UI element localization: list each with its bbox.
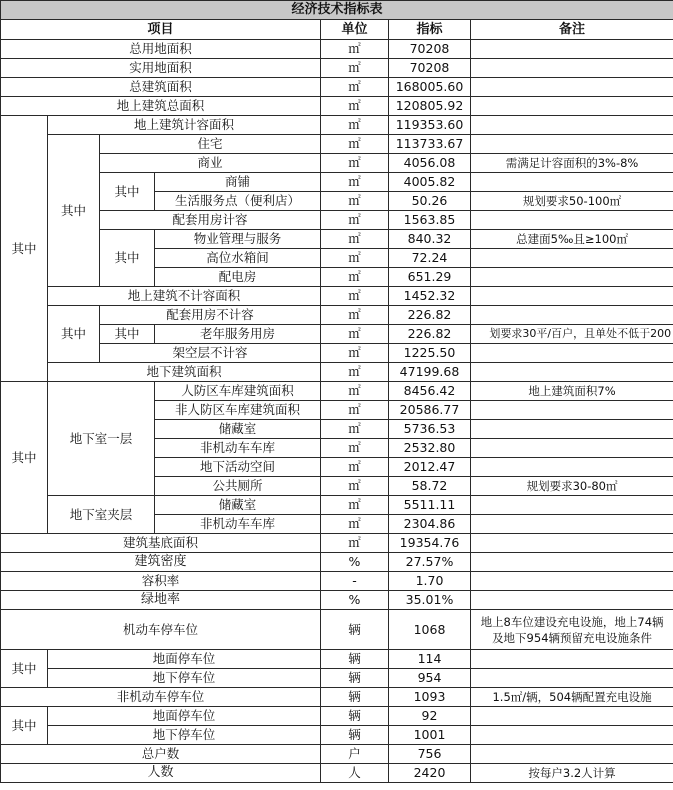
row-unit: 户 (321, 745, 389, 764)
row-note (471, 211, 673, 230)
table-row (1, 135, 673, 154)
table-row (1, 496, 673, 515)
row-name: 高位水箱间 (155, 249, 321, 268)
basement-mezz-label: 地下室夹层 (48, 496, 155, 534)
row-value: 226.82 (389, 325, 471, 344)
row-name: 容积率 (1, 572, 321, 591)
row-value: 70208 (389, 40, 471, 59)
basement1-label: 地下室一层 (48, 382, 155, 496)
row-note (471, 78, 673, 97)
row-note (471, 745, 673, 764)
row-value: 5736.53 (389, 420, 471, 439)
row-note (471, 363, 673, 382)
row-name: 生活服务点（便利店） (155, 192, 321, 211)
row-unit: ㎡ (321, 211, 389, 230)
row-unit: ㎡ (321, 344, 389, 363)
row-value: 2532.80 (389, 439, 471, 458)
table-row (1, 287, 673, 306)
row-name: 老年服务用房 (155, 325, 321, 344)
table-row (1, 363, 673, 382)
row-value: 27.57% (389, 553, 471, 572)
row-unit: ㎡ (321, 458, 389, 477)
group-label-nonmotor: 其中 (1, 707, 48, 745)
row-note (471, 458, 673, 477)
row-value: 1225.50 (389, 344, 471, 363)
subgroup-label-commercial: 其中 (100, 173, 155, 211)
table-row (1, 325, 673, 344)
row-name: 总户数 (1, 745, 321, 764)
row-value: 119353.60 (389, 116, 471, 135)
row-name: 架空层不计容 (100, 344, 321, 363)
row-note (471, 287, 673, 306)
table-row (1, 382, 673, 401)
row-note (471, 515, 673, 534)
row-value: 19354.76 (389, 534, 471, 553)
row-name: 配电房 (155, 268, 321, 287)
row-value: 58.72 (389, 477, 471, 496)
row-name: 非机动车车库 (155, 439, 321, 458)
row-name: 地下活动空间 (155, 458, 321, 477)
row-name: 配套用房计容 (100, 211, 321, 230)
row-name: 地上建筑总面积 (1, 97, 321, 116)
row-value: 226.82 (389, 306, 471, 325)
header-item: 项目 (1, 20, 321, 40)
row-unit: ㎡ (321, 496, 389, 515)
row-note (471, 669, 673, 688)
row-note (471, 59, 673, 78)
row-note (471, 97, 673, 116)
table-row (1, 669, 673, 688)
row-unit: ㎡ (321, 534, 389, 553)
row-unit: 辆 (321, 650, 389, 669)
row-value: 1563.85 (389, 211, 471, 230)
row-note (471, 306, 673, 325)
table-row (1, 726, 673, 745)
row-note (471, 173, 673, 192)
header-note: 备注 (471, 20, 673, 40)
row-note (471, 249, 673, 268)
row-name: 地下建筑面积 (48, 363, 321, 382)
row-value: 72.24 (389, 249, 471, 268)
note-line: 及地下954辆预留充电设施条件 (492, 630, 653, 645)
table-row (1, 764, 673, 783)
row-unit: ㎡ (321, 154, 389, 173)
row-unit: % (321, 553, 389, 572)
row-unit: 辆 (321, 726, 389, 745)
row-name: 物业管理与服务 (155, 230, 321, 249)
table-row (1, 610, 673, 650)
row-value: 651.29 (389, 268, 471, 287)
row-note: 规划要求30-80㎡ (471, 477, 673, 496)
note-line: 地上8车位建设充电设施，地上74辆 (480, 614, 664, 629)
row-value: 2420 (389, 764, 471, 783)
row-name: 地上建筑不计容面积 (48, 287, 321, 306)
row-unit: ㎡ (321, 382, 389, 401)
row-name: 地上建筑计容面积 (48, 116, 321, 135)
row-value: 50.26 (389, 192, 471, 211)
table-row (1, 306, 673, 325)
table-title: 经济技术指标表 (1, 1, 673, 20)
group-label-motor: 其中 (1, 650, 48, 688)
row-note (471, 268, 673, 287)
row-name: 商业 (100, 154, 321, 173)
row-unit: ㎡ (321, 401, 389, 420)
row-note: 规划要求50-100㎡ (471, 192, 673, 211)
row-name: 地下停车位 (48, 726, 321, 745)
subgroup-label-counted: 其中 (48, 135, 100, 287)
row-unit: ㎡ (321, 268, 389, 287)
row-name: 总用地面积 (1, 40, 321, 59)
row-value: 120805.92 (389, 97, 471, 116)
row-name: 商铺 (155, 173, 321, 192)
row-unit: ㎡ (321, 325, 389, 344)
row-name: 总建筑面积 (1, 78, 321, 97)
row-value: 4056.08 (389, 154, 471, 173)
row-unit: % (321, 591, 389, 610)
row-unit: ㎡ (321, 306, 389, 325)
row-note (471, 401, 673, 420)
row-note (471, 135, 673, 154)
row-name: 住宅 (100, 135, 321, 154)
subgroup-label-elderly: 其中 (100, 325, 155, 344)
table-row (1, 59, 673, 78)
row-note (471, 572, 673, 591)
row-unit: ㎡ (321, 173, 389, 192)
row-unit: ㎡ (321, 287, 389, 306)
row-unit: ㎡ (321, 97, 389, 116)
row-note (471, 726, 673, 745)
table-row (1, 116, 673, 135)
table-row (1, 344, 673, 363)
row-value: 4005.82 (389, 173, 471, 192)
header-unit: 单位 (321, 20, 389, 40)
row-note (471, 420, 673, 439)
row-note: 按每户3.2人计算 (471, 764, 673, 783)
row-value: 20586.77 (389, 401, 471, 420)
row-value: 35.01% (389, 591, 471, 610)
table-row (1, 553, 673, 572)
row-value: 1001 (389, 726, 471, 745)
row-unit: ㎡ (321, 40, 389, 59)
row-unit: ㎡ (321, 78, 389, 97)
header-value: 指标 (389, 20, 471, 40)
row-name: 地面停车位 (48, 707, 321, 726)
row-name: 人数 (1, 764, 321, 783)
row-note (471, 40, 673, 59)
table-row (1, 591, 673, 610)
row-unit: ㎡ (321, 59, 389, 78)
row-name: 绿地率 (1, 591, 321, 610)
row-note: 1.5㎡/辆，504辆配置充电设施 (471, 688, 673, 707)
row-name: 非人防区车库建筑面积 (155, 401, 321, 420)
row-unit: ㎡ (321, 135, 389, 154)
table-row (1, 97, 673, 116)
row-name: 建筑基底面积 (1, 534, 321, 553)
row-unit: ㎡ (321, 420, 389, 439)
row-value: 70208 (389, 59, 471, 78)
row-value: 756 (389, 745, 471, 764)
row-unit: ㎡ (321, 249, 389, 268)
row-unit: 辆 (321, 688, 389, 707)
table-row (1, 650, 673, 669)
table-row (1, 707, 673, 726)
row-name: 非机动车停车位 (1, 688, 321, 707)
row-value: 1068 (389, 610, 471, 650)
table-row (1, 40, 673, 59)
row-value: 954 (389, 669, 471, 688)
row-unit: ㎡ (321, 439, 389, 458)
row-unit: - (321, 572, 389, 591)
table-row (1, 230, 673, 249)
row-value: 92 (389, 707, 471, 726)
table-row (1, 572, 673, 591)
table-row (1, 154, 673, 173)
row-unit: 辆 (321, 669, 389, 688)
title-row (1, 1, 673, 20)
table-row (1, 534, 673, 553)
row-name: 建筑密度 (1, 553, 321, 572)
row-note (471, 439, 673, 458)
row-name: 机动车停车位 (1, 610, 321, 650)
row-note (471, 496, 673, 515)
table-row (1, 211, 673, 230)
row-note: 总建面5‰且≥100㎡ (471, 230, 673, 249)
row-note (471, 553, 673, 572)
header-row (1, 20, 673, 40)
row-name: 储藏室 (155, 496, 321, 515)
row-value: 113733.67 (389, 135, 471, 154)
row-note: 划要求30平/百户，且单处不低于200 (471, 325, 673, 344)
subgroup-label-supporting: 其中 (100, 230, 155, 287)
row-value: 1452.32 (389, 287, 471, 306)
row-unit: ㎡ (321, 363, 389, 382)
row-value: 1.70 (389, 572, 471, 591)
row-value: 2304.86 (389, 515, 471, 534)
row-note (471, 344, 673, 363)
row-name: 人防区车库建筑面积 (155, 382, 321, 401)
subgroup-label-not-counted: 其中 (48, 306, 100, 363)
row-value: 114 (389, 650, 471, 669)
row-name: 地面停车位 (48, 650, 321, 669)
table-row (1, 745, 673, 764)
row-note (471, 610, 673, 650)
row-unit: ㎡ (321, 192, 389, 211)
group-label-above: 其中 (1, 116, 48, 382)
row-value: 47199.68 (389, 363, 471, 382)
row-note (471, 650, 673, 669)
row-note (471, 116, 673, 135)
table-row (1, 78, 673, 97)
row-value: 8456.42 (389, 382, 471, 401)
row-name: 实用地面积 (1, 59, 321, 78)
row-unit: ㎡ (321, 515, 389, 534)
row-name: 地下停车位 (48, 669, 321, 688)
row-unit: 辆 (321, 610, 389, 650)
row-note (471, 591, 673, 610)
row-value: 5511.11 (389, 496, 471, 515)
row-note: 需满足计容面积的3%-8% (471, 154, 673, 173)
row-unit: ㎡ (321, 230, 389, 249)
row-value: 1093 (389, 688, 471, 707)
table-row (1, 688, 673, 707)
row-value: 840.32 (389, 230, 471, 249)
row-unit: 辆 (321, 707, 389, 726)
row-unit: ㎡ (321, 477, 389, 496)
row-note (471, 534, 673, 553)
group-label-underground: 其中 (1, 382, 48, 534)
row-value: 2012.47 (389, 458, 471, 477)
row-name: 配套用房不计容 (100, 306, 321, 325)
row-value: 168005.60 (389, 78, 471, 97)
row-note (471, 707, 673, 726)
row-name: 公共厕所 (155, 477, 321, 496)
row-name: 非机动车车库 (155, 515, 321, 534)
row-unit: ㎡ (321, 116, 389, 135)
row-name: 储藏室 (155, 420, 321, 439)
row-note: 地上建筑面积7% (471, 382, 673, 401)
table-row (1, 173, 673, 192)
row-unit: 人 (321, 764, 389, 783)
